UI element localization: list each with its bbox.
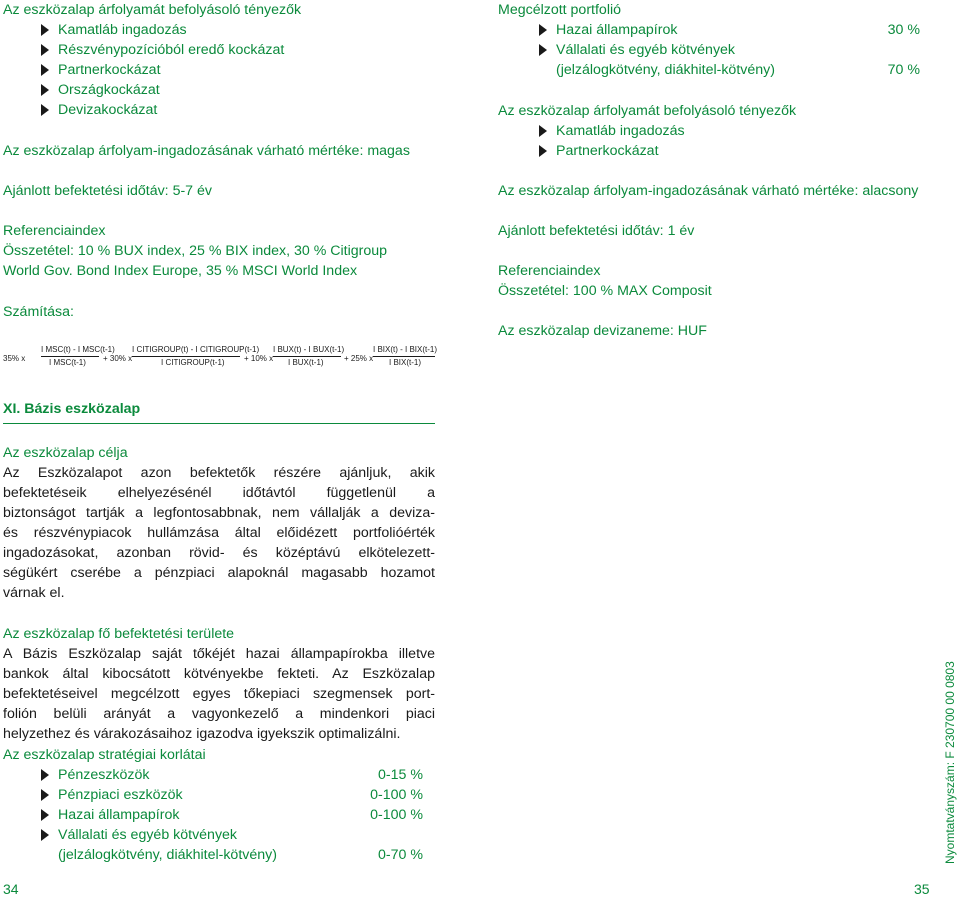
triangle-bullet-icon	[539, 125, 547, 137]
goal-title: Az eszközalap célja	[3, 445, 128, 461]
formula-denominator: I BUX(t-1)	[288, 358, 324, 367]
volatility-text: Az eszközalap árfolyam-ingadozásának várható mértéke: alacsony	[498, 183, 919, 199]
formula-numerator: I CITIGROUP(t) - I CITIGROUP(t-1)	[132, 345, 260, 354]
triangle-bullet-icon	[41, 44, 49, 56]
benchmark-formula	[3, 345, 438, 373]
horizon-text: Ajánlott befektetési időtáv: 1 év	[498, 223, 695, 239]
risk-title: Az eszközalap árfolyamát befolyásoló tényezők	[3, 2, 302, 18]
limits-title: Az eszközalap stratégiai korlátai	[3, 747, 206, 763]
fraction-line	[132, 356, 240, 357]
formula-denominator: I MSC(t-1)	[49, 358, 86, 367]
triangle-bullet-icon	[41, 84, 49, 96]
section-heading: XI. Bázis eszközalap	[3, 401, 141, 417]
form-number-side-note: Nyomtatványszám: F 230700 00 0803	[943, 661, 957, 864]
risk-title: Az eszközalap árfolyamát befolyásoló tényezők	[498, 103, 797, 119]
horizon-text: Ajánlott befektetési időtáv: 5-7 év	[3, 183, 212, 199]
benchmark-composition: Összetétel: 100 % MAX Composit	[498, 283, 712, 299]
formula-numerator: I BUX(t) - I BUX(t-1)	[273, 345, 345, 354]
calc-label: Számítása:	[3, 304, 74, 320]
page-number-left: 34	[3, 881, 19, 897]
formula-weight: + 30% x	[103, 354, 133, 363]
volatility-text: Az eszközalap árfolyam-ingadozásának várható mértéke: magas	[3, 143, 410, 159]
area-title: Az eszközalap fő befektetési területe	[3, 626, 235, 642]
section-divider	[3, 423, 435, 424]
area-paragraph: A Bázis Eszközalap saját tőkéjét hazai állampapírokba illetve bankok által kibocsátott kötvényekbe fekteti. Az Eszközalap befektetéseivel megcélzott egyes tőkepiaci szegmensek port- folión belüli arányát a vagyonkezelő a mindenkori piaci helyzethez és várakozásaihoz igazodva igyekszik optimalizálni.	[3, 646, 435, 742]
formula-numerator: I BIX(t) - I BIX(t-1)	[373, 345, 438, 354]
fraction-line	[373, 356, 435, 357]
triangle-bullet-icon	[41, 64, 49, 76]
benchmark-title: Referenciaindex	[498, 263, 601, 279]
triangle-bullet-icon	[539, 24, 547, 36]
benchmark-composition: Összetétel: 10 % BUX index, 25 % BIX index, 30 % Citigroup	[3, 243, 388, 259]
page-number-right: 35	[914, 881, 930, 897]
benchmark-composition-cont: World Gov. Bond Index Europe, 35 % MSCI World Index	[3, 263, 358, 279]
triangle-bullet-icon	[539, 145, 547, 157]
triangle-bullet-icon	[41, 104, 49, 116]
formula-denominator: I BIX(t-1)	[389, 358, 422, 367]
triangle-bullet-icon	[41, 789, 49, 801]
formula-numerator: I MSC(t) - I MSC(t-1)	[41, 345, 115, 354]
triangle-bullet-icon	[539, 44, 547, 56]
formula-denominator: I CITIGROUP(t-1)	[161, 358, 225, 367]
formula-weight: 35% x	[3, 354, 26, 363]
fraction-line	[273, 356, 341, 357]
formula-weight: + 25% x	[344, 354, 374, 363]
triangle-bullet-icon	[41, 829, 49, 841]
triangle-bullet-icon	[41, 769, 49, 781]
currency-text: Az eszközalap devizaneme: HUF	[498, 323, 707, 339]
goal-paragraph: Az Eszközalapot azon befektetők részére ajánljuk, akik befektetéseik elhelyezésénél időtávtól függetlenül a biztonságot tartják a legfontosabbnak, nem vállalják a deviza- és részvénypiacok hullámzása által előidézett portfolióérték ingadozásokat, azonban rövid- és középtávú elkötelezett- ségükért cserébe a pénzpiaci alapoknál magasabb hozamot várnak el.	[3, 465, 435, 601]
benchmark-title: Referenciaindex	[3, 223, 106, 239]
fraction-line	[41, 356, 99, 357]
triangle-bullet-icon	[41, 24, 49, 36]
target-title: Megcélzott portfolió	[498, 2, 622, 18]
formula-weight: + 10% x	[244, 354, 274, 363]
triangle-bullet-icon	[41, 809, 49, 821]
